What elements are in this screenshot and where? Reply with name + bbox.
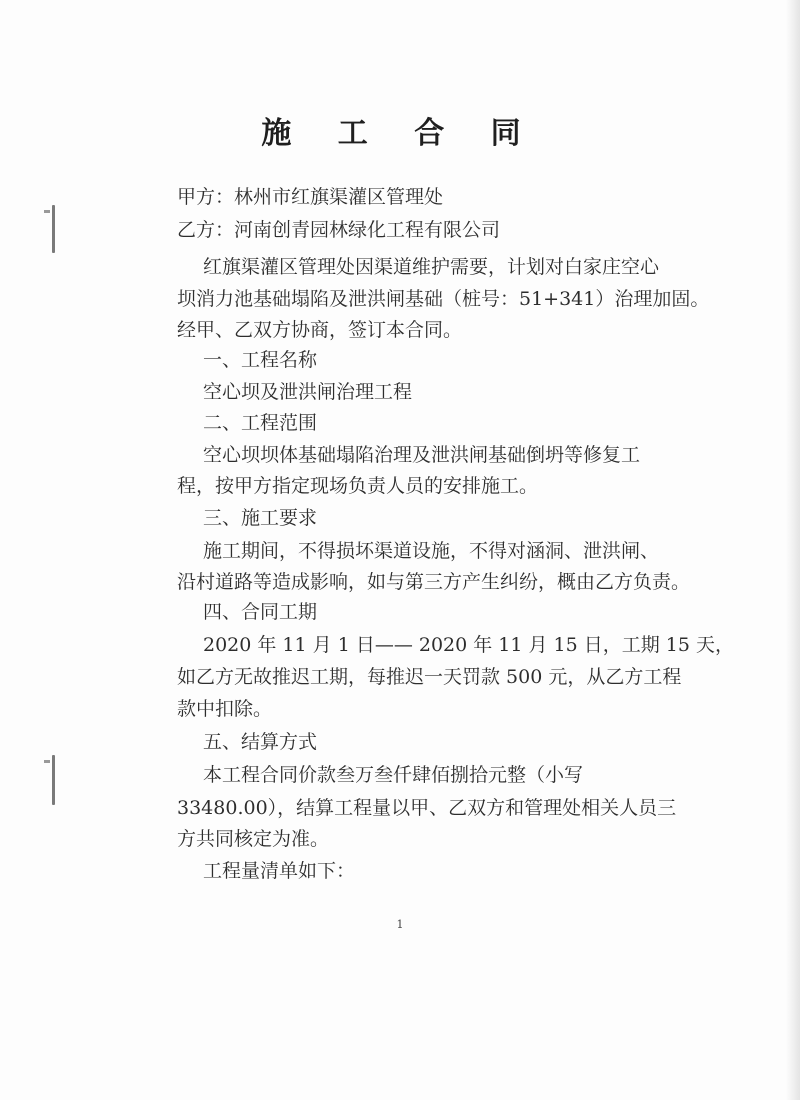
page-edge-shadow	[786, 0, 800, 1100]
party-b: 乙方：河南创青园林绿化工程有限公司	[177, 219, 501, 241]
intro-line: 红旗渠灌区管理处因渠道维护需要，计划对白家庄空心	[203, 256, 660, 278]
section-text: 程，按甲方指定现场负责人员的安排施工。	[177, 475, 539, 497]
section-heading-project-scope: 二、工程范围	[203, 412, 318, 434]
section-text: 空心坝坝体基础塌陷治理及泄洪闸基础倒坍等修复工	[203, 444, 641, 466]
document-title: 施 工 合 同	[261, 116, 539, 151]
section-text: 沿村道路等造成影响，如与第三方产生纠纷，概由乙方负责。	[177, 571, 691, 593]
section-heading-contract-period: 四、合同工期	[203, 601, 318, 623]
section-text: 如乙方无故推迟工期，每推迟一天罚款 500 元，从乙方工程	[177, 666, 682, 688]
section-text: 本工程合同价款叁万叁仟肆佰捌拾元整（小写	[203, 764, 584, 786]
section-text: 空心坝及泄洪闸治理工程	[203, 381, 413, 403]
bill-of-quantities-intro: 工程量清单如下：	[203, 860, 356, 882]
section-text: 33480.00），结算工程量以甲、乙双方和管理处相关人员三	[177, 797, 677, 819]
page-number: 1	[396, 918, 404, 931]
section-heading-project-name: 一、工程名称	[203, 349, 318, 371]
section-heading-construction-requirements: 三、施工要求	[203, 507, 318, 529]
section-text: 方共同核定为准。	[177, 828, 330, 850]
party-a: 甲方：林州市红旗渠灌区管理处	[177, 186, 444, 208]
staple-dot-top	[44, 210, 50, 213]
intro-line: 经甲、乙双方协商，签订本合同。	[177, 319, 463, 341]
staple-mark-bottom	[52, 755, 55, 805]
section-text: 2020 年 11 月 1 日—— 2020 年 11 月 15 日，工期 15 天，	[203, 634, 735, 656]
section-text: 款中扣除。	[177, 698, 273, 720]
section-text: 施工期间，不得损坏渠道设施，不得对涵洞、泄洪闸、	[203, 540, 660, 562]
section-heading-settlement: 五、结算方式	[203, 731, 318, 753]
intro-line: 坝消力池基础塌陷及泄洪闸基础（桩号：51+341）治理加固。	[177, 288, 710, 310]
staple-mark-top	[52, 205, 55, 253]
staple-dot-bottom	[44, 760, 50, 763]
